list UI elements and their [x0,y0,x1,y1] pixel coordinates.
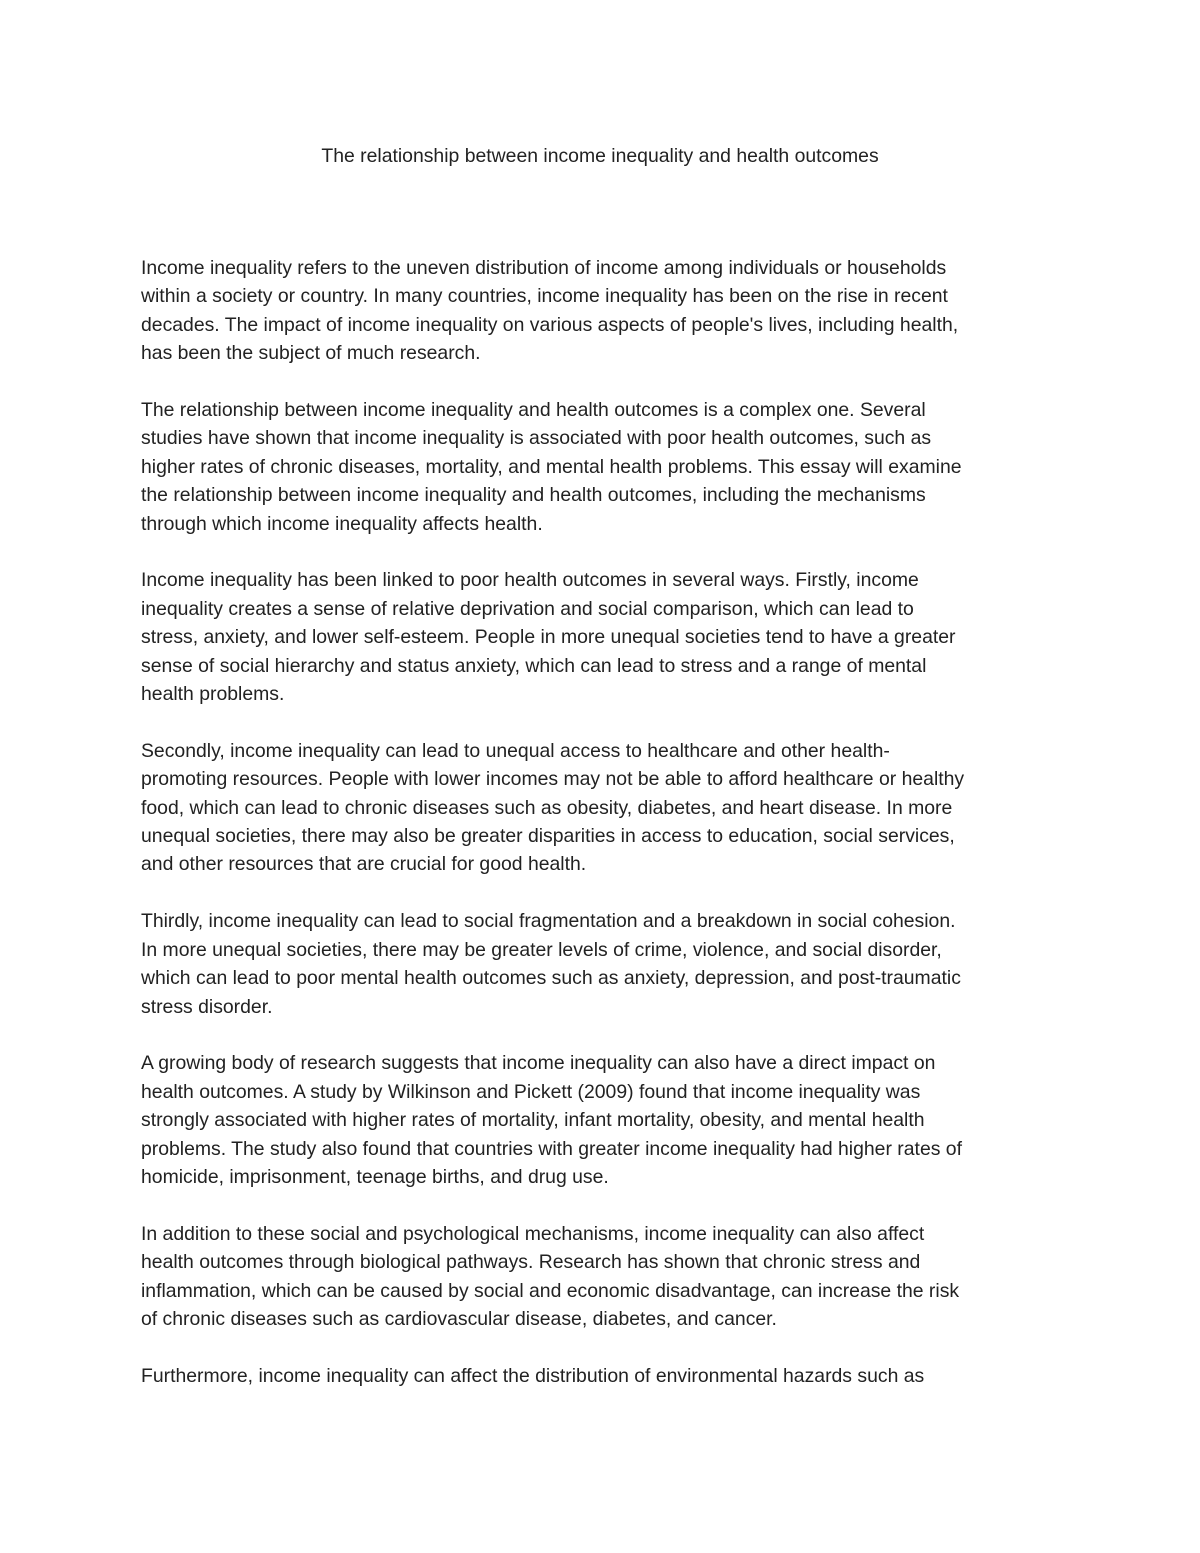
paragraph-3: Income inequality has been linked to poor health outcomes in several ways. Firstly, income inequality creates a sense of relative deprivation and social comparison, which can lead to stress, anxiety, and lower self-esteem. People in more unequal societies tend to have a greater sense of social hierarchy and status anxiety, which can lead to stress and a range of mental health problems. [141,569,956,706]
paragraph-7: In addition to these social and psychological mechanisms, income inequality can also affect health outcomes through biological pathways. Research has shown that chronic stress and inflammation, which can be caused by social and economic disadvantage, can increase the risk of chronic diseases such as cardiovascular disease, diabetes, and cancer. [141,1222,960,1330]
document-body [141,254,1081,1419]
paragraph-6: A growing body of research suggests that income inequality can also have a direct impact on health outcomes. A study by Wilkinson and Pickett (2009) found that income inequality was strongly associated with higher rates of mortality, infant mortality, obesity, and mental health problems. The study also found that countries with greater income inequality had higher rates of homicide, imprisonment, teenage births, and drug use. [141,1052,962,1188]
document-title: The relationship between income inequality and health outcomes [321,145,879,167]
paragraph-2: The relationship between income inequality and health outcomes is a complex one. Several studies have shown that income inequality is associated with poor health outcomes, such as higher rates of chronic diseases, mortality, and mental health problems. This essay will examine the relationship between income inequality and health outcomes, including the mechanisms through which income inequality affects health. [141,399,962,535]
paragraph-4: Secondly, income inequality can lead to unequal access to healthcare and other health- promoting resources. People with lower incomes may not be able to afford healthcare or healthy food, which can lead to chronic diseases such as obesity, diabetes, and heart disease. In more unequal societies, there may also be greater disparities in access to education, social services, and other resources that are crucial for good health. [141,739,965,876]
paragraph-1: Income inequality refers to the uneven distribution of income among individuals or households within a society or country. In many countries, income inequality has been on the rise in recent decades. The impact of income inequality on various aspects of people's lives, including health, has been the subject of much research. [141,257,959,365]
paragraph-8: Furthermore, income inequality can affect the distribution of environmental hazards such as [141,1364,925,1387]
paragraph-5: Thirdly, income inequality can lead to social fragmentation and a breakdown in social cohesion. In more unequal societies, there may be greater levels of crime, violence, and social disorder, which can lead to poor mental health outcomes such as anxiety, depression, and post-traumatic stress disorder. [141,910,961,1018]
